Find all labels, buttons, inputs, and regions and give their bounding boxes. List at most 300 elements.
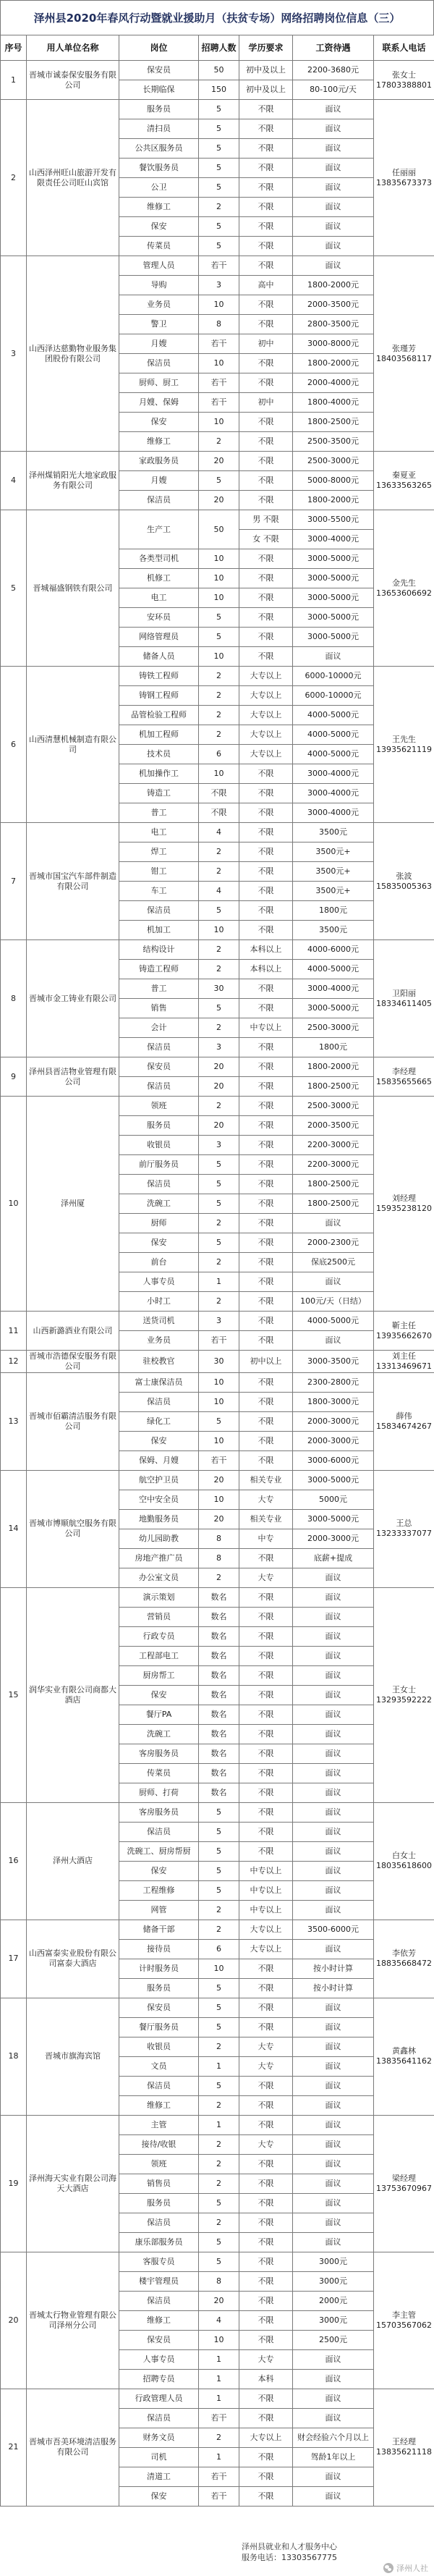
job-salary: 100元/天（日结）: [293, 1292, 374, 1312]
job-education: 不限: [239, 1822, 293, 1841]
org-name: 山西泽达慈勤物业服务集团股份有限公司: [27, 256, 119, 452]
contact-name: 张女士: [392, 69, 416, 80]
job-position: 维修工: [119, 198, 199, 217]
job-position: 公共区服务员: [119, 139, 199, 159]
job-position: 铸造工程师: [119, 960, 199, 979]
job-education: 不限: [239, 2467, 293, 2486]
job-count: 10: [199, 2330, 239, 2349]
job-education: 不限: [239, 119, 293, 139]
job-count: 5: [199, 217, 239, 237]
watermark: [383, 2562, 428, 2574]
contact-name: 金先生: [392, 578, 416, 588]
job-education: 初中及以上: [239, 61, 293, 80]
job-education: 中专: [239, 1529, 293, 1548]
job-salary: 按小时计算: [293, 1978, 374, 1998]
job-education: 男 不限: [239, 510, 293, 530]
job-salary: 面议: [293, 237, 374, 256]
job-position: 前厅服务员: [119, 1155, 199, 1175]
job-salary: 1800-2500元: [293, 413, 374, 432]
job-count: 5: [199, 608, 239, 628]
contact-cell: [374, 1312, 434, 1351]
contact-phone: 13835621118: [376, 2447, 432, 2457]
header-position: 岗位: [119, 35, 199, 61]
job-count: 6: [199, 1939, 239, 1959]
job-position: 客房服务员: [119, 1802, 199, 1822]
job-count: 5: [199, 999, 239, 1018]
job-education: 大专: [239, 1568, 293, 1587]
job-salary: 面议: [293, 1841, 374, 1861]
job-count: 20: [199, 1116, 239, 1136]
job-salary: 3000-4000元: [293, 979, 374, 999]
footer: [181, 2541, 398, 2563]
contact-name: 卫阳丽: [392, 988, 416, 998]
job-position: 保姆、月嫂: [119, 1450, 199, 1470]
job-education: 不限: [239, 2017, 293, 2037]
job-position: 行政专员: [119, 1626, 199, 1646]
job-salary: 2000-3500元: [293, 295, 374, 315]
org-number: 7: [1, 823, 27, 940]
job-salary: 面议: [293, 1900, 374, 1920]
footer-phone: 服务电话：13303567775: [242, 2553, 337, 2562]
org-number: 19: [1, 2115, 27, 2252]
job-salary: 面议: [293, 2369, 374, 2389]
job-count: 数名: [199, 1665, 239, 1685]
job-education: 不限: [239, 1450, 293, 1470]
job-salary: 面议: [293, 1939, 374, 1959]
job-education: 本科以上: [239, 940, 293, 960]
job-position: 保安: [119, 413, 199, 432]
job-position: 收银员: [119, 2037, 199, 2056]
job-education: 女 不限: [239, 530, 293, 549]
job-count: 2: [199, 725, 239, 745]
job-salary: 3000-8000元: [293, 334, 374, 354]
contact-name: 白女士: [392, 1851, 416, 1861]
job-position: 铸造工: [119, 784, 199, 803]
org-name: 泽州厦: [27, 1097, 119, 1312]
job-salary: 面议: [293, 647, 374, 667]
job-count: 4: [199, 882, 239, 901]
job-education: 不限: [239, 354, 293, 373]
job-count: 8: [199, 2271, 239, 2291]
job-position: 铸铁工程师: [119, 667, 199, 686]
job-salary: 80-100元/天: [293, 80, 374, 100]
job-position: 保安: [119, 1861, 199, 1880]
contact-phone: 18334611405: [376, 998, 432, 1008]
job-education: 不限: [239, 1292, 293, 1312]
job-salary: 1800-3000元: [293, 1392, 374, 1411]
contact-phone: 15835005363: [376, 881, 432, 891]
job-position: 清扫员: [119, 119, 199, 139]
org-name: 晋城市国宝汽车部件制造有限公司: [27, 823, 119, 940]
job-education: 不限: [239, 1312, 293, 1331]
job-count: 2: [199, 2037, 239, 2056]
contact-cell: [374, 256, 434, 452]
job-count: 6: [199, 745, 239, 764]
job-position: 招聘专员: [119, 2369, 199, 2389]
job-salary: 3500元: [293, 823, 374, 843]
table-row: [1, 1097, 434, 1116]
job-count: 数名: [199, 1724, 239, 1744]
table-row: [1, 452, 434, 471]
job-count: 20: [199, 1509, 239, 1529]
job-education: 不限: [239, 549, 293, 569]
job-salary: 1800-2000元: [293, 491, 374, 510]
job-position: 保安员: [119, 1057, 199, 1077]
job-count: 5: [199, 2017, 239, 2037]
job-salary: 3500元: [293, 921, 374, 940]
job-salary: 面议: [293, 1607, 374, 1626]
contact-cell: [374, 940, 434, 1057]
job-salary: 2000-3000元: [293, 1431, 374, 1450]
job-salary: 2200-3000元: [293, 1136, 374, 1155]
job-salary: 1800-4000元: [293, 393, 374, 413]
contact-cell: [374, 1057, 434, 1097]
org-number: 13: [1, 1372, 27, 1470]
contact-name: 张瑾芳: [392, 343, 416, 353]
job-salary: 3000-5000元: [293, 608, 374, 628]
org-number: 20: [1, 2252, 27, 2389]
job-position: 富士康保洁员: [119, 1372, 199, 1392]
job-position: 销售: [119, 999, 199, 1018]
job-position: 结构设计: [119, 940, 199, 960]
job-position: 洗碗工、厨房帮厨: [119, 1841, 199, 1861]
job-salary: 面议: [293, 1568, 374, 1587]
job-salary: 1800元: [293, 901, 374, 921]
job-position: 厨师: [119, 1214, 199, 1233]
org-name: 山西清慧机械制造有限公司: [27, 667, 119, 823]
job-salary: 2000-4000元: [293, 373, 374, 393]
job-education: 不限: [239, 862, 293, 882]
job-position: 品管检验工程师: [119, 706, 199, 725]
org-number: 17: [1, 1920, 27, 1998]
job-education: 不限: [239, 1548, 293, 1568]
job-salary: 2000-3000元: [293, 1411, 374, 1431]
job-count: 5: [199, 628, 239, 647]
table-body: [1, 61, 434, 2507]
job-salary: 3000-4000元: [293, 530, 374, 549]
job-education: 大专: [239, 2134, 293, 2154]
job-salary: 2800-3500元: [293, 315, 374, 334]
job-position: 技术员: [119, 745, 199, 764]
job-education: 不限: [239, 315, 293, 334]
org-number: 6: [1, 667, 27, 823]
job-count: 2: [199, 843, 239, 862]
job-salary: 3000-5000元: [293, 588, 374, 608]
job-salary: 面议: [293, 1587, 374, 1607]
job-salary: 面议: [293, 100, 374, 119]
job-education: 不限: [239, 2271, 293, 2291]
job-count: 10: [199, 1959, 239, 1978]
footer-organization: 泽州县就业和人才服务中心: [242, 2542, 337, 2551]
job-position: 行政管理人员: [119, 2389, 199, 2408]
job-count: 数名: [199, 1763, 239, 1783]
job-position: 焊工: [119, 843, 199, 862]
job-position: 前台: [119, 1253, 199, 1272]
job-education: 不限: [239, 588, 293, 608]
job-education: 大专: [239, 2349, 293, 2369]
job-table: [0, 35, 434, 2507]
table-row: [1, 2252, 434, 2271]
job-count: 5: [199, 1822, 239, 1841]
contact-phone: 15935238120: [376, 1204, 432, 1213]
org-number: 12: [1, 1351, 27, 1373]
contact-cell: [374, 2115, 434, 2252]
job-salary: 3500元+: [293, 862, 374, 882]
job-count: 4: [199, 823, 239, 843]
job-count: 2: [199, 667, 239, 686]
job-position: 服务员: [119, 1978, 199, 1998]
job-count: 2: [199, 1900, 239, 1920]
job-salary: 面议: [293, 2076, 374, 2095]
job-salary: 面议: [293, 2408, 374, 2428]
job-education: 不限: [239, 2310, 293, 2330]
job-position: 维修工: [119, 432, 199, 452]
job-count: 1: [199, 2389, 239, 2408]
job-position: 销售员: [119, 2174, 199, 2193]
job-salary: 5000元: [293, 1490, 374, 1509]
job-count: 2: [199, 1018, 239, 1038]
job-count: 1: [199, 2369, 239, 2389]
job-count: 1: [199, 2349, 239, 2369]
job-position: 工程部电工: [119, 1646, 199, 1665]
table-row: [1, 256, 434, 276]
job-count: 数名: [199, 1685, 239, 1705]
job-position: 工程维修: [119, 1880, 199, 1900]
job-position: 家政服务员: [119, 452, 199, 471]
job-count: 3: [199, 1136, 239, 1155]
table-row: [1, 100, 434, 119]
job-position: 警卫: [119, 315, 199, 334]
job-salary: 面议: [293, 2349, 374, 2369]
job-education: 不限: [239, 1431, 293, 1450]
job-count: 5: [199, 237, 239, 256]
job-education: 不限: [239, 1724, 293, 1744]
job-education: 不限: [239, 1841, 293, 1861]
contact-phone: 13935662670: [376, 1330, 432, 1340]
table-row: [1, 1920, 434, 1939]
job-count: 3: [199, 1038, 239, 1057]
table-row: [1, 1372, 434, 1392]
contact-name: 靳主任: [392, 1320, 416, 1330]
job-salary: 面议: [293, 2174, 374, 2193]
contact-name: 梁经理: [392, 2173, 416, 2183]
org-number: 15: [1, 1587, 27, 1802]
job-education: 不限: [239, 2389, 293, 2408]
job-position: 保安: [119, 1431, 199, 1450]
job-count: 10: [199, 588, 239, 608]
job-position: 机加操作工: [119, 764, 199, 784]
contact-phone: 13753670967: [376, 2183, 432, 2193]
job-count: 2: [199, 2174, 239, 2193]
job-salary: 面议: [293, 139, 374, 159]
org-name: 泽州煤销阳光大地家政服务有限公司: [27, 452, 119, 510]
job-salary: 4000-5000元: [293, 745, 374, 764]
job-salary: 面议: [293, 2017, 374, 2037]
job-education: 不限: [239, 1272, 293, 1292]
job-count: 若干: [199, 2486, 239, 2506]
job-count: 数名: [199, 1607, 239, 1626]
job-count: 20: [199, 1057, 239, 1077]
job-count: 5: [199, 1802, 239, 1822]
job-count: 数名: [199, 1705, 239, 1724]
job-education: 不限: [239, 237, 293, 256]
job-education: 不限: [239, 217, 293, 237]
job-salary: 面议: [293, 1744, 374, 1763]
job-position: 保洁员: [119, 1822, 199, 1841]
job-education: 不限: [239, 100, 293, 119]
job-education: 不限: [239, 1607, 293, 1626]
job-count: 20: [199, 452, 239, 471]
job-position: 餐厅PA: [119, 1705, 199, 1724]
job-count: 2: [199, 960, 239, 979]
job-count: 2: [199, 862, 239, 882]
table-row: [1, 667, 434, 686]
job-education: 不限: [239, 2252, 293, 2271]
job-count: 2: [199, 432, 239, 452]
job-salary: 面议: [293, 2115, 374, 2134]
job-education: 不限: [239, 2076, 293, 2095]
contact-phone: 17803388801: [376, 80, 432, 90]
job-salary: 2200-3000元: [293, 1155, 374, 1175]
job-education: 不限: [239, 882, 293, 901]
table-row: [1, 823, 434, 843]
job-education: 本科: [239, 2369, 293, 2389]
job-position: 楼宇管理员: [119, 2271, 199, 2291]
job-position: 保安员: [119, 2330, 199, 2349]
job-position: 计时服务员: [119, 1959, 199, 1978]
contact-name: 李依芳: [392, 1948, 416, 1959]
job-salary: 2000-3000元: [293, 1529, 374, 1548]
job-position: 维修工: [119, 2095, 199, 2115]
job-education: 不限: [239, 2213, 293, 2232]
job-count: 1: [199, 2115, 239, 2134]
job-salary: 3000-5500元: [293, 510, 374, 530]
contact-cell: [374, 2389, 434, 2506]
job-count: 1: [199, 2056, 239, 2076]
contact-name: 王女士: [392, 1684, 416, 1694]
table-row: [1, 1470, 434, 1490]
job-education: 不限: [239, 413, 293, 432]
job-count: 若干: [199, 393, 239, 413]
job-position: 机加工程师: [119, 725, 199, 745]
job-salary: 面议: [293, 2486, 374, 2506]
job-education: 不限: [239, 2330, 293, 2349]
job-count: 30: [199, 979, 239, 999]
contact-phone: 13313469671: [376, 1361, 432, 1371]
job-position: 主管: [119, 2115, 199, 2134]
job-education: 不限: [239, 803, 293, 823]
job-count: 若干: [199, 256, 239, 276]
table-row: [1, 2115, 434, 2134]
job-education: 不限: [239, 843, 293, 862]
job-salary: 4000-5000元: [293, 960, 374, 979]
job-count: 20: [199, 491, 239, 510]
job-education: 相关专业: [239, 1509, 293, 1529]
org-name: 晋城福盛钢铁有限公司: [27, 510, 119, 667]
job-position: 小时工: [119, 1292, 199, 1312]
job-position: 服务员: [119, 1116, 199, 1136]
job-education: 大专: [239, 1490, 293, 1509]
job-count: 2: [199, 2134, 239, 2154]
job-education: 不限: [239, 2486, 293, 2506]
job-position: 财务文员: [119, 2428, 199, 2447]
job-position: 安环员: [119, 608, 199, 628]
job-education: 本科以上: [239, 960, 293, 979]
job-education: 不限: [239, 1959, 293, 1978]
contact-phone: 18403568117: [376, 353, 432, 363]
job-education: 大专以上: [239, 745, 293, 764]
header-employer: 用人单位名称: [27, 35, 119, 61]
job-position: 维修工: [119, 2310, 199, 2330]
job-education: 不限: [239, 1411, 293, 1431]
org-name: 晋城市浩德保安服务有限公司: [27, 1351, 119, 1373]
contact-cell: [374, 1998, 434, 2115]
contact-name: 刘主任: [392, 1351, 416, 1361]
job-count: 8: [199, 315, 239, 334]
job-salary: 3000元: [293, 2310, 374, 2330]
job-education: 初中: [239, 393, 293, 413]
job-position: 月嫂: [119, 471, 199, 491]
table-row: [1, 940, 434, 960]
job-position: 保洁员: [119, 2213, 199, 2232]
job-position: 保洁员: [119, 2408, 199, 2428]
job-count: 2: [199, 2213, 239, 2232]
job-count: 2: [199, 706, 239, 725]
job-count: 5: [199, 1998, 239, 2017]
header-contact: 联系人电话: [374, 35, 434, 61]
org-name: 泽州县晋洁物业管理有限公司: [27, 1057, 119, 1097]
job-count: 2: [199, 1920, 239, 1939]
job-count: 若干: [199, 334, 239, 354]
job-count: 数名: [199, 1783, 239, 1802]
job-salary: 2300-2800元: [293, 1372, 374, 1392]
job-position: 演示策划: [119, 1587, 199, 1607]
job-salary: 5000-8000元: [293, 471, 374, 491]
job-count: 5: [199, 2252, 239, 2271]
job-salary: 6000-10000元: [293, 667, 374, 686]
org-number: 5: [1, 510, 27, 667]
job-position: 保安: [119, 1685, 199, 1705]
job-salary: 2500-3000元: [293, 452, 374, 471]
job-count: 10: [199, 1490, 239, 1509]
table-row: [1, 1057, 434, 1077]
job-salary: 面议: [293, 159, 374, 178]
job-salary: 4000-5000元: [293, 706, 374, 725]
job-education: 不限: [239, 432, 293, 452]
job-count: 10: [199, 647, 239, 667]
contact-cell: [374, 2252, 434, 2389]
contact-cell: [374, 1351, 434, 1373]
job-position: 洗碗工: [119, 1194, 199, 1214]
job-count: 10: [199, 413, 239, 432]
job-count: 5: [199, 119, 239, 139]
job-position: 储备干部: [119, 1920, 199, 1939]
job-count: 2: [199, 2095, 239, 2115]
contact-phone: 13835673373: [376, 177, 432, 187]
job-count: 3: [199, 1312, 239, 1331]
job-education: 不限: [239, 1685, 293, 1705]
table-row: [1, 61, 434, 80]
job-count: 1: [199, 1272, 239, 1292]
job-count: 若干: [199, 1331, 239, 1351]
job-count: 4: [199, 2310, 239, 2330]
contact-cell: [374, 823, 434, 940]
job-education: 不限: [239, 2408, 293, 2428]
job-position: 餐厅服务员: [119, 2017, 199, 2037]
job-education: 不限: [239, 764, 293, 784]
job-position: 保洁员: [119, 1077, 199, 1097]
org-name: 山西富泰实业股份有限公司富泰大酒店: [27, 1920, 119, 1998]
